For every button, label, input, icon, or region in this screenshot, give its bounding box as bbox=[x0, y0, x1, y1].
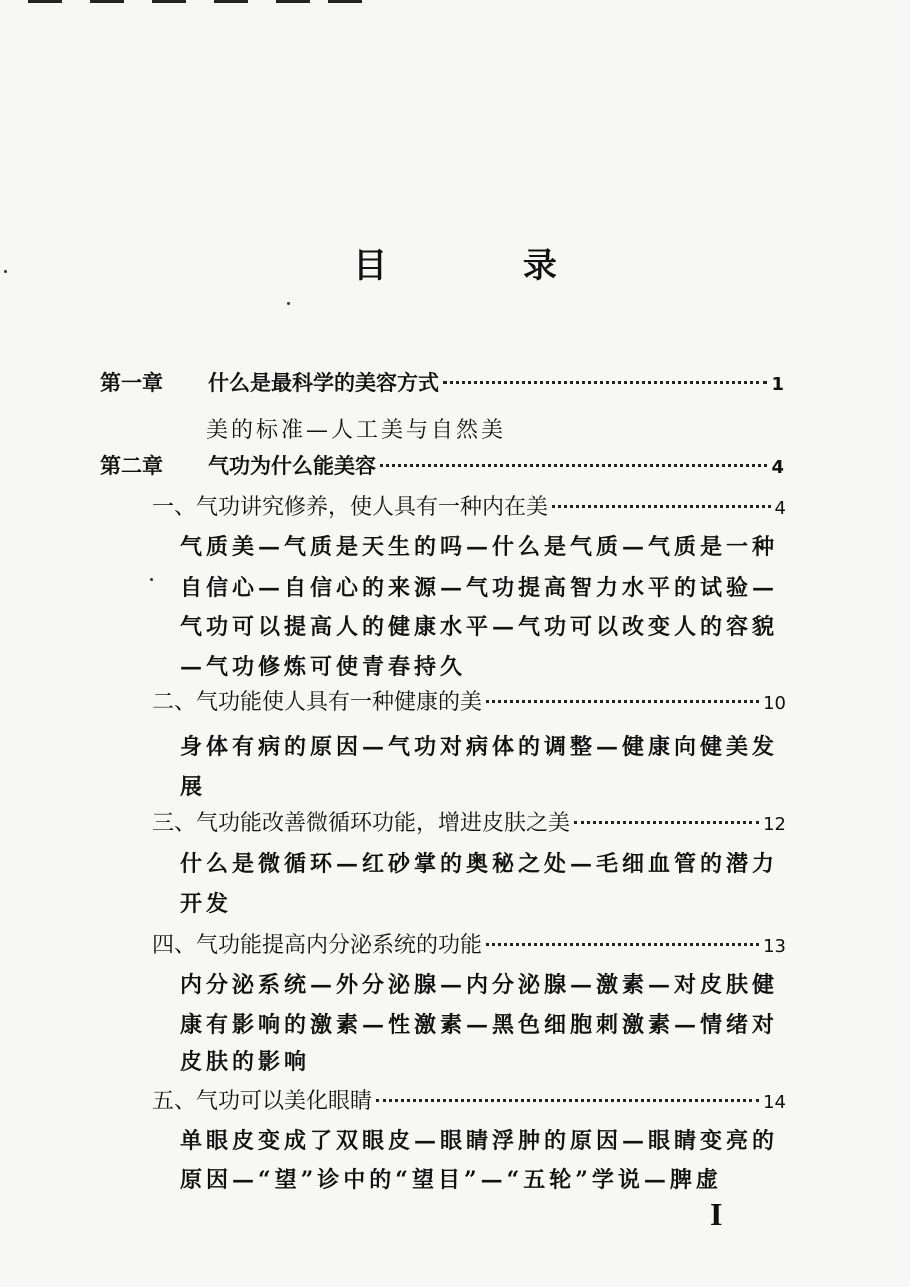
toc-section bbox=[152, 490, 786, 521]
toc-detail-line: 皮肤的影响 bbox=[180, 1049, 311, 1075]
toc-section bbox=[152, 1084, 786, 1115]
toc-detail-line: 原因—“望”诊中的“望目”—“五轮”学说—脾虚 bbox=[180, 1167, 722, 1193]
leader-dots bbox=[380, 464, 767, 467]
leader-dots bbox=[486, 943, 759, 946]
page-number: 13 bbox=[763, 936, 786, 957]
page-number: 1 bbox=[771, 374, 784, 395]
toc-detail-line: 气质美—气质是天生的吗—什么是气质—气质是一种 bbox=[180, 534, 779, 560]
toc-chapter bbox=[100, 367, 784, 397]
toc-detail-line: 开发 bbox=[180, 891, 233, 917]
top-rule bbox=[28, 0, 368, 8]
chapter-title: 什么是最科学的美容方式 bbox=[208, 371, 439, 395]
page-folio: I bbox=[710, 1196, 723, 1232]
toc-detail-line: 内分泌系统—外分泌腺—内分泌腺—激素—对皮肤健 bbox=[180, 972, 779, 998]
page-number: 12 bbox=[763, 814, 786, 835]
section-title: 四、气功能提高内分泌系统的功能 bbox=[152, 933, 483, 958]
toc-detail-line: 展 bbox=[180, 774, 207, 800]
leader-dots bbox=[486, 700, 759, 703]
toc-detail-line: 美的标准—人工美与自然美 bbox=[206, 418, 507, 443]
leader-dots bbox=[376, 1099, 759, 1102]
toc-detail-line: 康有影响的激素—性激素—黑色细胞刺激素—情绪对 bbox=[180, 1012, 779, 1038]
chapter-number: 第二章 bbox=[100, 454, 163, 478]
section-title: 五、气功可以美化眼睛 bbox=[152, 1089, 373, 1114]
toc-detail-line: 自信心—自信心的来源—气功提高智力水平的试验— bbox=[180, 575, 779, 601]
toc-detail-line: 气功可以提高人的健康水平—气功可以改变人的容貌 bbox=[180, 614, 779, 640]
page-number: 14 bbox=[763, 1092, 786, 1113]
toc-chapter bbox=[100, 450, 784, 480]
leader-dots bbox=[574, 821, 759, 824]
section-title: 二、气功能使人具有一种健康的美 bbox=[152, 690, 483, 715]
chapter-number: 第一章 bbox=[100, 371, 163, 395]
section-title: 一、气功讲究修养，使人具有一种内在美 bbox=[152, 495, 549, 520]
page-number: 4 bbox=[774, 498, 786, 519]
toc-detail-line: 什么是微循环—红砂掌的奥秘之处—毛细血管的潜力 bbox=[180, 851, 779, 877]
toc-detail-line: 身体有病的原因—气功对病体的调整—健康向健美发 bbox=[180, 734, 779, 760]
leader-dots bbox=[552, 505, 771, 508]
chapter-title: 气功为什么能美容 bbox=[208, 454, 376, 478]
page-title: 目 录 bbox=[353, 246, 619, 286]
section-title: 三、气功能改善微循环功能，增进皮肤之美 bbox=[152, 811, 571, 836]
toc-section bbox=[152, 685, 786, 716]
leader-dots bbox=[443, 381, 767, 384]
page-number: 4 bbox=[771, 457, 784, 478]
toc-detail-line: —气功修炼可使青春持久 bbox=[180, 654, 467, 680]
toc-section bbox=[152, 806, 786, 837]
toc-section bbox=[152, 928, 786, 959]
page-number: 10 bbox=[763, 693, 786, 714]
toc-detail-line: 单眼皮变成了双眼皮—眼睛浮肿的原因—眼睛变亮的 bbox=[180, 1128, 779, 1154]
